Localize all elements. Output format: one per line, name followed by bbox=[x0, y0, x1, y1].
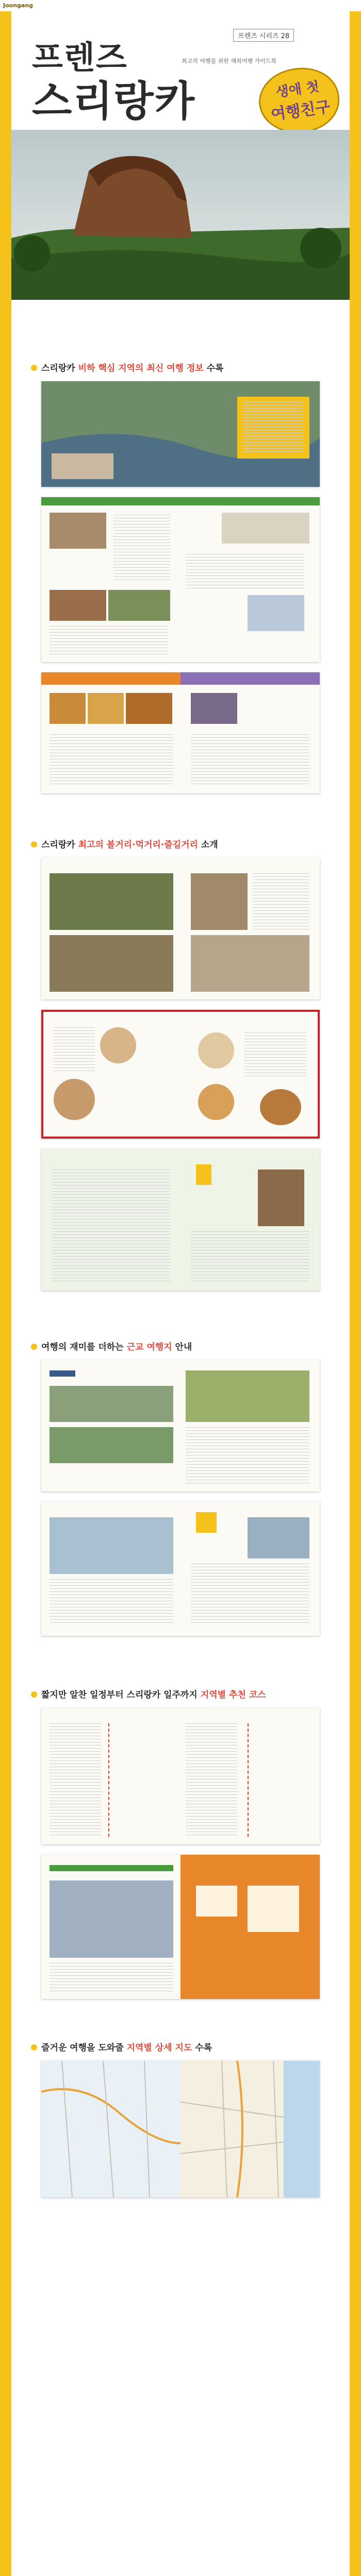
section-1-heading: 스리랑카 비하 핵심 지역의 최신 여행 정보 수록 bbox=[31, 361, 223, 374]
city-map bbox=[41, 2061, 320, 2197]
colonial-building-photo bbox=[50, 513, 106, 549]
article-text-13 bbox=[191, 1564, 309, 1625]
hill-country-photo bbox=[50, 1386, 173, 1422]
spice-photo bbox=[88, 693, 124, 724]
spread-4 bbox=[41, 858, 320, 999]
brand-bar bbox=[0, 0, 361, 11]
article-text-14 bbox=[50, 1963, 173, 1994]
article-text-6 bbox=[253, 873, 309, 930]
map-spread bbox=[41, 2061, 320, 2197]
stupa-photo bbox=[248, 595, 304, 631]
info-box-text bbox=[243, 402, 303, 453]
section-5-heading: 즐거운 여행을 도와줄 지역별 상세 지도 수록 bbox=[31, 2040, 212, 2053]
spread-2 bbox=[41, 497, 320, 662]
spread-7 bbox=[41, 1360, 320, 1492]
sigiriya-photo bbox=[50, 873, 173, 930]
spread-1 bbox=[41, 381, 320, 487]
curry-dish-photo bbox=[100, 1027, 136, 1063]
purple-header-bar bbox=[180, 672, 320, 685]
beach-photo bbox=[50, 1517, 173, 1574]
article-text-5 bbox=[191, 734, 309, 786]
pennant-flag bbox=[196, 1164, 211, 1185]
badge-line-2: 여행친구 bbox=[270, 97, 332, 124]
article-text-1 bbox=[113, 515, 170, 582]
first-trip-badge bbox=[255, 63, 343, 138]
sambar-deer-photo bbox=[186, 1370, 309, 1422]
garden-photo bbox=[108, 590, 170, 621]
title-line-1: 프렌즈 bbox=[32, 39, 128, 76]
itinerary-list-1 bbox=[50, 1723, 101, 1837]
shop-photo bbox=[50, 693, 86, 724]
publisher-logo: Joongang bbox=[3, 2, 34, 9]
title-line-2: 스리랑카 bbox=[32, 77, 196, 125]
archway-photo bbox=[222, 513, 309, 544]
spread-8 bbox=[41, 1502, 320, 1636]
article-text-3 bbox=[50, 626, 168, 657]
sigiriya-rock-photo bbox=[11, 130, 350, 300]
spread-5-food bbox=[41, 1010, 320, 1139]
section-4-heading: 짧지만 알찬 일정부터 스리랑카 일주까지 지역별 추천 코스 bbox=[31, 1687, 266, 1700]
ancient-city-photo bbox=[191, 935, 309, 992]
section-3-heading: 여행의 재미를 더하는 근교 여행지 안내 bbox=[31, 1340, 192, 1352]
article-text-7 bbox=[54, 1027, 95, 1074]
tourists-photo bbox=[50, 935, 173, 992]
route-timeline-1 bbox=[108, 1723, 171, 1837]
article-text-2 bbox=[186, 554, 304, 590]
itinerary-list-2 bbox=[186, 1723, 237, 1837]
fish-curry-photo bbox=[260, 1089, 301, 1125]
article-text-10 bbox=[191, 1231, 309, 1283]
article-text-9 bbox=[52, 1170, 170, 1283]
pennant-flag-2 bbox=[196, 1512, 217, 1533]
orange-header-bar bbox=[41, 672, 180, 685]
article-text-4 bbox=[50, 734, 173, 786]
article-text-8 bbox=[244, 1032, 306, 1079]
panel-photo-1 bbox=[196, 1886, 237, 1917]
temple-photo bbox=[50, 590, 106, 621]
article-text-12 bbox=[50, 1579, 173, 1625]
fort-photo bbox=[248, 1517, 309, 1558]
green-header-bar bbox=[41, 497, 320, 505]
hotel-photo bbox=[191, 693, 237, 724]
spread-3 bbox=[41, 672, 320, 793]
ruins-photo bbox=[191, 873, 248, 930]
region-tag bbox=[50, 1370, 75, 1377]
spread-10 bbox=[41, 1855, 320, 1999]
spread-6 bbox=[41, 1149, 320, 1291]
roti-photo bbox=[198, 1032, 234, 1069]
hero-banner bbox=[11, 11, 350, 310]
portrait-photo bbox=[258, 1170, 304, 1226]
article-text-11 bbox=[186, 1427, 309, 1484]
colombo-photo bbox=[50, 1880, 173, 1958]
tagline: 최고의 여행을 위한 해외여행 가이드북 bbox=[182, 58, 277, 64]
sweets-photo bbox=[198, 1084, 234, 1120]
section-2-heading: 스리랑카 최고의 볼거리·먹거리·즐길거리 소개 bbox=[31, 837, 218, 850]
valley-photo bbox=[50, 1427, 173, 1463]
hopper-photo bbox=[54, 1079, 95, 1120]
route-timeline-2 bbox=[248, 1723, 310, 1837]
spread-9-itinerary bbox=[41, 1708, 320, 1844]
green-tag bbox=[50, 1865, 173, 1871]
badge-line-1: 생애 첫 bbox=[275, 79, 320, 100]
crafts-photo bbox=[126, 693, 172, 724]
series-tag: 프렌즈 시리즈 28 bbox=[233, 29, 294, 42]
panel-photo-2 bbox=[248, 1886, 299, 1932]
